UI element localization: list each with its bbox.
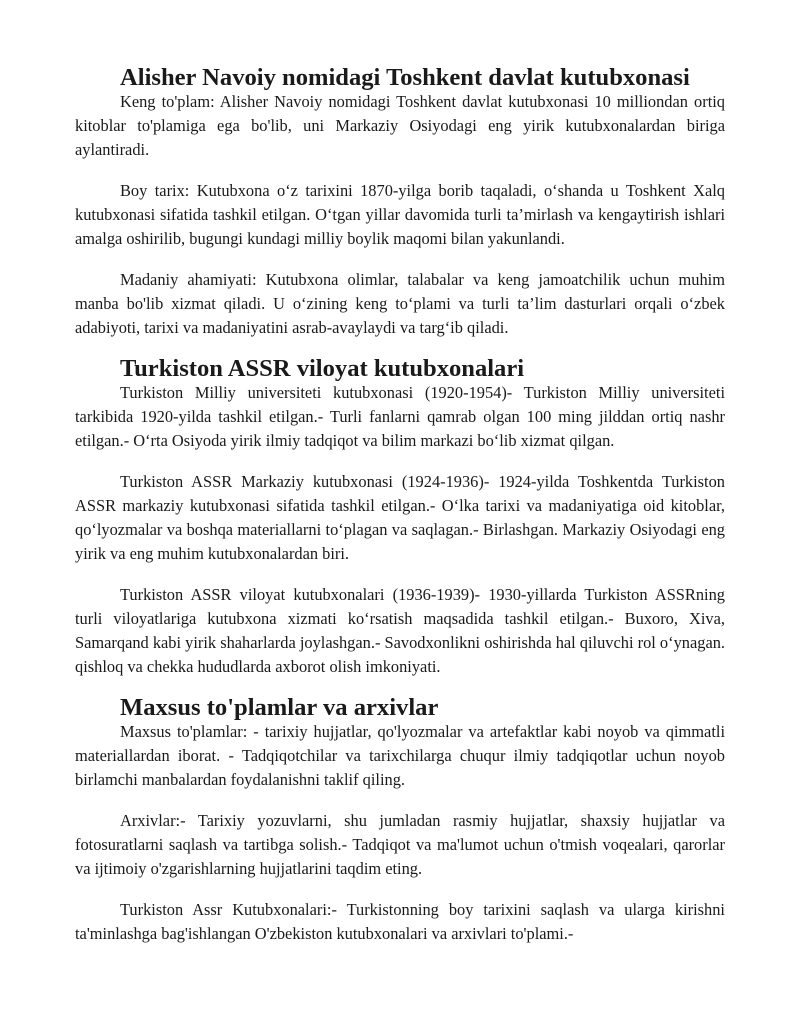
paragraph: Turkiston Milliy universiteti kutubxonasi (1920-1954)- Turkiston Milliy universiteti tarkibida 1920-yilda tashkil etilgan.- Turli fanlarni qamrab olgan 100 ming jilddan ortiq nashr etilgan.- O‘rta Osiyoda yirik ilmiy tadqiqot va bilim markazi bo‘lib xizmat qilgan.: [75, 383, 725, 450]
paragraph: Turkiston ASSR viloyat kutubxonalari (1936-1939)- 1930-yillarda Turkiston ASSRning turli viloyatlariga kutubxona xizmati ko‘rsatish maqsadida tashkil etilgan.- Buxoro, Xiva, Samarqand kabi yirik shaharlarda joylashgan.- Savodxonlikni oshirishda hal qiluvchi rol o‘ynagan. qishloq va chekka hududlarda axborot olish imkoniyati.: [75, 585, 726, 676]
paragraph: Turkiston ASSR Markaziy kutubxonasi (1924-1936)- 1924-yilda Toshkentda Turkiston ASSR markaziy kutubxonasi sifatida tashkil etilgan.- O‘lka tarixi va madaniyatiga oid kitoblar, qo‘lyozmalar va boshqa materiallarni to‘plagan va saqlagan.- Birlashgan. Markaziy Osiyodagi eng yirik va eng muhim kutubxonalardan biri.: [75, 472, 725, 563]
paragraph: Turkiston Assr Kutubxonalari:- Turkistonning boy tarixini saqlash va ularga kirishni ta'minlashga bag'ishlangan O'zbekiston kutubxonalari va arxivlari to'plami.-: [75, 900, 725, 943]
paragraph: Maxsus to'plamlar: - tarixiy hujjatlar, qo'lyozmalar va artefaktlar kabi noyob va qimmatli materiallardan iborat. - Tadqiqotchilar va tarixchilarga chuqur ilmiy tadqiqotlar uchun noyob birlamchi manbalardan foydalanishni taklif qiling.: [75, 722, 725, 789]
section-turkistan-libraries: [75, 357, 725, 679]
section-heading: Turkiston ASSR viloyat kutubxonalari: [120, 355, 525, 382]
paragraph: Arxivlar:- Tarixiy yozuvlarni, shu jumladan rasmiy hujjatlar, shaxsiy hujjatlar va fotosuratlarni saqlash va tartibga solish.- Tadqiqot va ma'lumot uchun o'tmish voqealari, qarorlar va ijtimoiy o'zgarishlarning hujjatlarini taqdim eting.: [75, 811, 725, 878]
section-special-collections: [75, 696, 725, 946]
paragraph: Madaniy ahamiyati: Kutubxona olimlar, talabalar va keng jamoatchilik uchun muhim manba bo'lib xizmat qiladi. U o‘zining keng to‘plami va turli ta’lim dasturlari orqali o‘zbek adabiyoti, tarixi va madaniyatini asrab-avaylaydi va targ‘ib qiladi.: [75, 270, 725, 337]
paragraph: Keng to'plam: Alisher Navoiy nomidagi Toshkent davlat kutubxonasi 10 milliondan ortiq kitoblar to'plamiga ega bo'lib, uni Markaziy Osiyodagi eng yirik kutubxonalardan biriga aylantiradi.: [75, 92, 725, 159]
section-heading: Alisher Navoiy nomidagi Toshkent davlat kutubxonasi: [120, 64, 690, 91]
section-heading: Maxsus to'plamlar va arxivlar: [120, 694, 439, 721]
paragraph: Boy tarix: Kutubxona o‘z tarixini 1870-yilga borib taqaladi, o‘shanda u Toshkent Xalq kutubxonasi sifatida tashkil etilgan. O‘tgan yillar davomida turli ta’mirlash va kengaytirish ishlari amalga oshirilib, bugungi kundagi milliy boylik maqomi bilan yakunlandi.: [75, 181, 725, 248]
section-navoiy-library: [75, 66, 725, 340]
document-page: [75, 66, 725, 946]
